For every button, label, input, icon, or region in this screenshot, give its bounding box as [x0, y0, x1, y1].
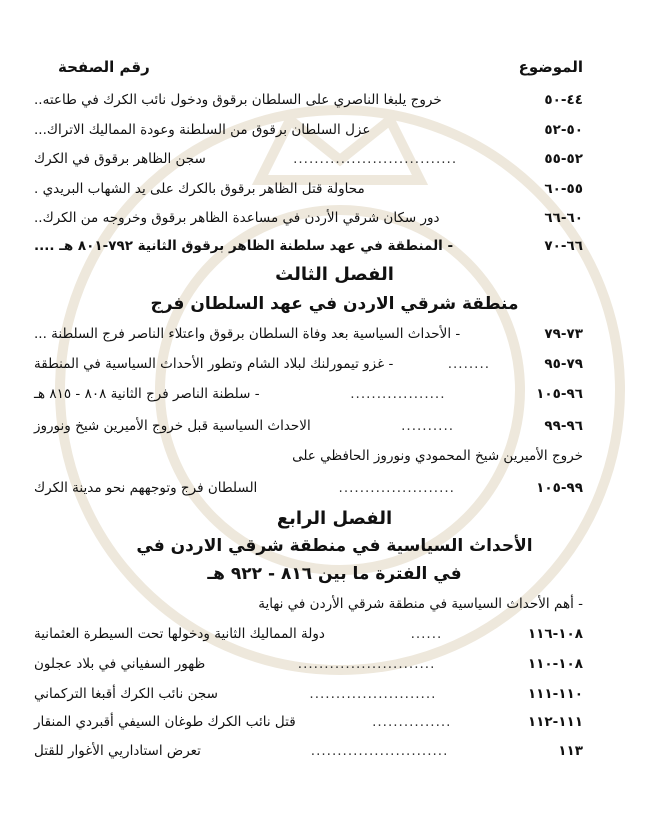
toc-row: تعرض استاداريي الأغوار للقتل .......................... ١١٣: [34, 743, 583, 759]
toc-row: السلطان فرج وتوجههم نحو مدينة الكرك ...................... ٩٩-١٠٥: [34, 480, 583, 496]
toc-row: دور سكان شرقي الأردن في مساعدة الظاهر برقوق وخروجه من الكرك.. ٦٠-٦٦: [34, 210, 583, 226]
toc-row: الاحداث السياسية قبل خروج الأميرين شيخ ونوروز .......... ٩٦-٩٩: [34, 418, 583, 434]
multiline-entry-line-1: خروج الأميرين شيخ المحمودي ونوروز الحافظي على: [292, 448, 583, 464]
chapter-4-subtitle-line-1: الأحداث السياسية في منطقة شرقي الاردن في: [136, 536, 533, 556]
toc-row: - سلطنة الناصر فرج الثانية ٨٠٨ - ٨١٥ هـ .................. ٩٦-١٠٥: [34, 386, 583, 402]
toc-row: - الأحداث السياسية بعد وفاة السلطان برقوق واعتلاء الناصر فرج السلطنة ... ٧٣-٧٩: [34, 326, 583, 342]
chapter-4-title: الفصل الرابع: [276, 508, 393, 529]
toc-row: ظهور السفياني في بلاد عجلون .......................... ١٠٨-١١٠: [34, 656, 583, 672]
toc-row: سجن نائب الكرك أقبغا التركماني ........................ ١١٠-١١١: [34, 686, 583, 702]
subject-header: الموضوع: [518, 58, 583, 76]
toc-row: محاولة قتل الظاهر برقوق بالكرك على يد الشهاب البريدي . ٥٥-٦٠: [34, 181, 583, 197]
toc-row: سجن الظاهر برقوق في الكرك ............................... ٥٢-٥٥: [34, 151, 583, 167]
toc-row: عزل السلطان برقوق من السلطنة وعودة المماليك الاتراك... ٥٠-٥٢: [34, 122, 583, 138]
intro-line: - أهم الأحداث السياسية في منطقة شرقي الأردن في نهاية: [258, 596, 583, 612]
toc-row: خروج يلبغا الناصري على السلطان برقوق ودخول نائب الكرك في طاعته.. ٤٤-٥٠: [34, 92, 583, 108]
toc-row: قتل نائب الكرك طوغان السيفي أقبردي المنقار ............... ١١١-١١٢: [34, 714, 583, 730]
toc-row: دولة المماليك الثانية ودخولها تحت السيطرة العثمانية ...... ١٠٨-١١٦: [34, 626, 583, 642]
toc-row: - المنطقة في عهد سلطنة الظاهر برقوق الثانية ٧٩٢-٨٠١ هـ .... ٦٦-٧٠: [34, 238, 583, 254]
chapter-3-title: الفصل الثالث: [275, 264, 394, 285]
page-number-header: رقم الصفحة: [58, 58, 150, 76]
chapter-3-subtitle: منطقة شرقي الاردن في عهد السلطان فرج: [150, 294, 519, 314]
toc-row: - غزو تيمورلنك لبلاد الشام وتطور الأحداث السياسية في المنطقة ........ ٧٩-٩٥: [34, 356, 583, 372]
chapter-4-subtitle-line-2: في الفترة ما بين ٨١٦ - ٩٢٢ هـ: [207, 564, 462, 584]
